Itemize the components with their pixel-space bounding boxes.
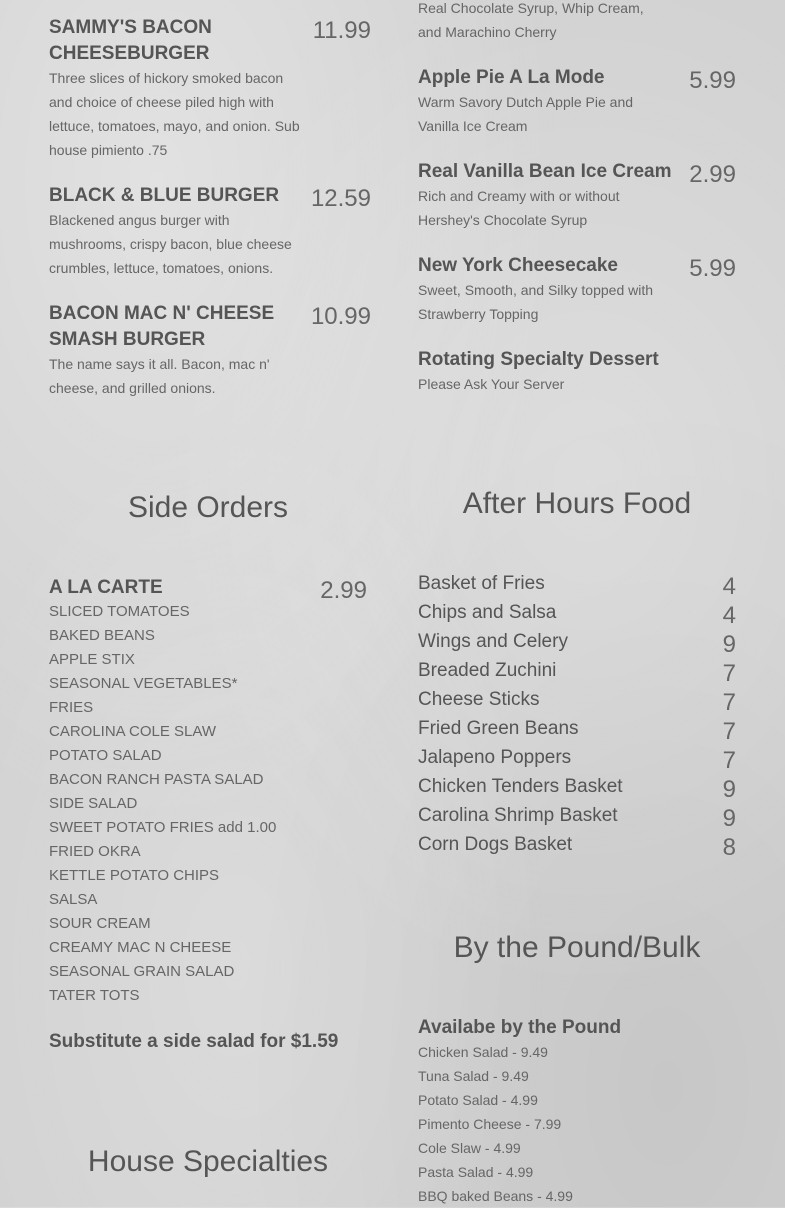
desc-line: The name says it all. Bacon, mac n' (49, 356, 270, 372)
after-hours-item (418, 687, 736, 716)
after-hours-name: Chicken Tenders Basket (418, 776, 623, 797)
item-name-line: SMASH BURGER (49, 329, 206, 350)
item-description-continued (418, 0, 668, 44)
desc-line: cheese, and grilled onions. (49, 380, 216, 396)
side-item: BAKED BEANS (49, 627, 155, 644)
section-title-side-orders: Side Orders (127, 491, 289, 524)
desc-line: lettuce, tomatoes, mayo, and onion. Sub (49, 118, 300, 134)
desc-line: and Marachino Cherry (418, 24, 557, 40)
desc-line: mushrooms, crispy bacon, blue cheese (49, 236, 292, 252)
side-item: FRIED OKRA (49, 843, 141, 860)
bulk-list (418, 1040, 718, 1208)
desc-line: Hershey's Chocolate Syrup (418, 212, 588, 228)
desc-line: Warm Savory Dutch Apple Pie and (418, 94, 634, 110)
a-la-carte-price: 2.99 (320, 577, 367, 604)
side-item: BACON RANCH PASTA SALAD (49, 771, 264, 788)
after-hours-price: 7 (722, 718, 736, 745)
item-name: New York Cheesecake (418, 255, 618, 276)
bulk-item: BBQ baked Beans - 4.99 (418, 1188, 573, 1204)
item-description (418, 372, 668, 396)
item-price: 12.59 (310, 185, 371, 212)
side-item: SOUR CREAM (49, 915, 151, 932)
after-hours-name: Cheese Sticks (418, 689, 540, 710)
side-item: SALSA (49, 891, 98, 908)
side-item: SEASONAL VEGETABLES* (49, 675, 238, 692)
after-hours-price: 7 (722, 689, 736, 716)
desc-line: Strawberry Topping (418, 306, 539, 322)
side-order-list (49, 600, 349, 1008)
section-title-by-the-pound: By the Pound/Bulk (453, 931, 701, 964)
item-price: 10.99 (310, 303, 371, 330)
bulk-item: Cole Slaw - 4.99 (418, 1140, 521, 1156)
after-hours-price: 4 (722, 573, 736, 600)
after-hours-name: Jalapeno Poppers (418, 747, 572, 768)
item-name: Rotating Specialty Dessert (418, 349, 659, 370)
after-hours-price: 7 (722, 747, 736, 774)
item-description (418, 278, 668, 326)
bulk-item: Chicken Salad - 9.49 (418, 1044, 548, 1060)
section-title-after-hours: After Hours Food (462, 487, 692, 520)
desc-line: and choice of cheese piled high with (49, 94, 274, 110)
item-description (49, 352, 309, 400)
item-name: Apple Pie A La Mode (418, 67, 605, 88)
item-price: 11.99 (312, 17, 371, 44)
section-title-house-specialties: House Specialties (87, 1145, 329, 1178)
after-hours-item (418, 600, 736, 629)
item-price: 5.99 (689, 255, 736, 282)
after-hours-item (418, 571, 736, 600)
bulk-item: Pasta Salad - 4.99 (418, 1164, 534, 1180)
after-hours-name: Carolina Shrimp Basket (418, 805, 618, 826)
after-hours-item (418, 832, 736, 861)
after-hours-name: Chips and Salsa (418, 602, 557, 623)
side-item: FRIES (49, 699, 94, 716)
after-hours-price: 9 (722, 776, 736, 803)
after-hours-item (418, 716, 736, 745)
desc-line: Please Ask Your Server (418, 376, 565, 392)
desc-line: Real Chocolate Syrup, Whip Cream, (418, 0, 644, 16)
item-description (418, 90, 668, 138)
item-price: 5.99 (689, 67, 736, 94)
after-hours-item (418, 803, 736, 832)
item-name-line: CHEESEBURGER (49, 43, 210, 64)
bulk-heading: Availabe by the Pound (418, 1017, 622, 1038)
a-la-carte-heading: A LA CARTE (49, 577, 163, 598)
desc-line: Rich and Creamy with or without (418, 188, 620, 204)
substitute-note: Substitute a side salad for $1.59 (49, 1031, 339, 1052)
item-name (49, 301, 309, 353)
side-item: CAROLINA COLE SLAW (49, 723, 216, 740)
item-name-line: BACON MAC N' CHEESE (49, 303, 275, 324)
item-name: Real Vanilla Bean Ice Cream (418, 161, 672, 182)
desc-line: house pimiento .75 (49, 142, 168, 158)
side-item: TATER TOTS (49, 987, 140, 1004)
after-hours-item (418, 774, 736, 803)
bulk-item: Potato Salad - 4.99 (418, 1092, 538, 1108)
item-description (49, 66, 309, 162)
after-hours-price: 9 (722, 631, 736, 658)
bulk-item: Pimento Cheese - 7.99 (418, 1116, 562, 1132)
after-hours-name: Basket of Fries (418, 573, 545, 594)
side-item: SEASONAL GRAIN SALAD (49, 963, 235, 980)
side-item: SLICED TOMATOES (49, 603, 190, 620)
after-hours-price: 7 (722, 660, 736, 687)
side-item: APPLE STIX (49, 651, 135, 668)
item-name-line: SAMMY'S BACON (49, 17, 212, 38)
after-hours-price: 8 (722, 834, 736, 861)
desc-line: Three slices of hickory smoked bacon (49, 70, 284, 86)
side-item: POTATO SALAD (49, 747, 162, 764)
after-hours-price: 4 (722, 602, 736, 629)
side-item: SIDE SALAD (49, 795, 138, 812)
after-hours-name: Fried Green Beans (418, 718, 579, 739)
bulk-item: Tuna Salad - 9.49 (418, 1068, 529, 1084)
after-hours-name: Wings and Celery (418, 631, 568, 652)
after-hours-item (418, 629, 736, 658)
after-hours-name: Breaded Zuchini (418, 660, 557, 681)
after-hours-price: 9 (722, 805, 736, 832)
desc-line: Sweet, Smooth, and Silky topped with (418, 282, 654, 298)
desc-line: Blackened angus burger with (49, 212, 230, 228)
item-name-line: BLACK & BLUE BURGER (49, 185, 280, 206)
side-item: SWEET POTATO FRIES add 1.00 (49, 819, 277, 836)
item-description (418, 184, 668, 232)
after-hours-item (418, 658, 736, 687)
desc-line: Vanilla Ice Cream (418, 118, 528, 134)
side-item: KETTLE POTATO CHIPS (49, 867, 220, 884)
after-hours-item (418, 745, 736, 774)
item-name (49, 15, 309, 67)
desc-line: crumbles, lettuce, tomatoes, onions. (49, 260, 274, 276)
item-name (49, 183, 309, 209)
item-price: 2.99 (689, 161, 736, 188)
side-item: CREAMY MAC N CHEESE (49, 939, 232, 956)
after-hours-name: Corn Dogs Basket (418, 834, 573, 855)
item-description (49, 208, 309, 280)
